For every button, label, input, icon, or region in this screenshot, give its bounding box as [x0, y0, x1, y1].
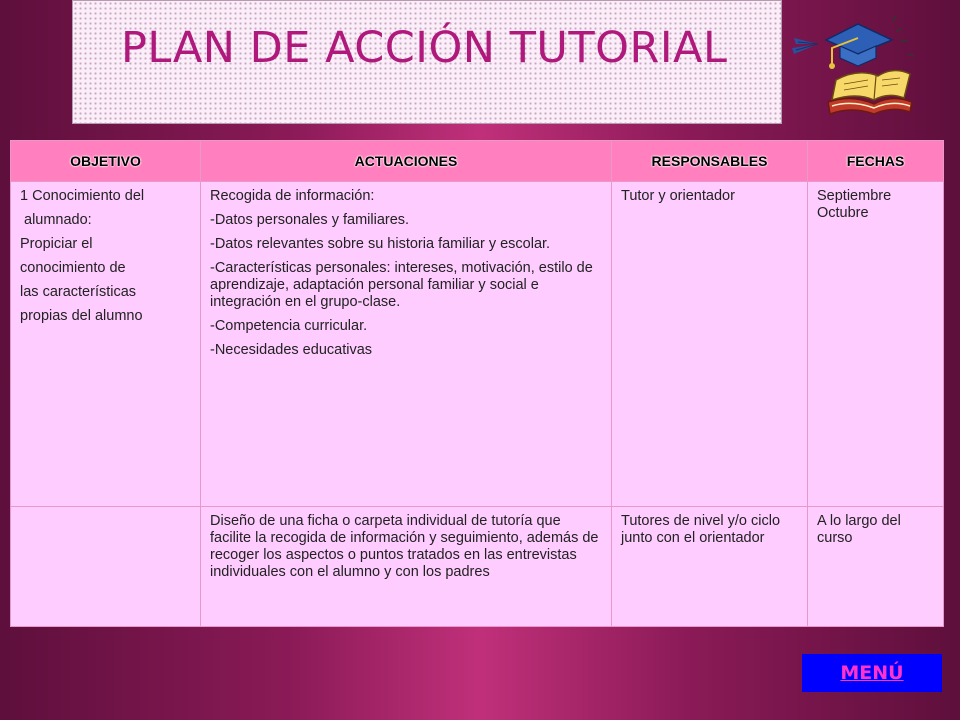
table-row — [11, 507, 944, 627]
text-line: Tutor y orientador — [621, 188, 735, 204]
text-line: -Características personales: intereses, motivación, estilo de aprendizaje, adaptación personal familiar y social e integración en el grupo-clase. — [210, 260, 593, 310]
header-actuaciones: ACTUACIONES — [201, 141, 612, 182]
title-banner — [72, 0, 782, 124]
cell-actuaciones — [201, 182, 612, 507]
text-line: Diseño de una ficha o carpeta individual de tutoría que facilite la recogida de información y seguimiento, además de recoger los aspectos o puntos tratados en las entrevistas individuales con el alumno y con los padres — [210, 513, 599, 580]
text-line: Propiciar el — [20, 236, 93, 252]
header-responsables: RESPONSABLES — [612, 141, 808, 182]
text-line: propias del alumno — [20, 308, 143, 324]
menu-button[interactable]: MENÚ — [802, 654, 942, 692]
text-line: 1 Conocimiento del — [20, 188, 145, 204]
action-plan-table — [10, 140, 944, 627]
text-line: Tutores de nivel y/o ciclo junto con el orientador — [621, 513, 781, 546]
text-line: -Necesidades educativas — [210, 342, 373, 358]
text-line: Septiembre Octubre — [817, 188, 892, 221]
graduation-books-icon — [788, 14, 918, 120]
page-title: PLAN DE ACCIÓN TUTORIAL — [121, 23, 728, 73]
cell-fechas — [808, 507, 944, 627]
header-objetivo: OBJETIVO — [11, 141, 201, 182]
text-line: -Datos personales y familiares. — [210, 212, 410, 228]
text-line: conocimiento de — [20, 260, 126, 276]
header-fechas: FECHAS — [808, 141, 944, 182]
cell-responsables — [612, 507, 808, 627]
text-line: -Datos relevantes sobre su historia familiar y escolar. — [210, 236, 551, 252]
table-header-row — [11, 141, 944, 182]
text-line: A lo largo del curso — [817, 513, 901, 546]
cell-objetivo — [11, 182, 201, 507]
text-line: alumnado: — [24, 212, 92, 228]
text-line: las características — [20, 284, 137, 300]
cell-objetivo — [11, 507, 201, 627]
table-row — [11, 182, 944, 507]
cell-fechas — [808, 182, 944, 507]
text-line: -Competencia curricular. — [210, 318, 368, 334]
cell-actuaciones — [201, 507, 612, 627]
cell-responsables — [612, 182, 808, 507]
text-line: Recogida de información: — [210, 188, 375, 204]
